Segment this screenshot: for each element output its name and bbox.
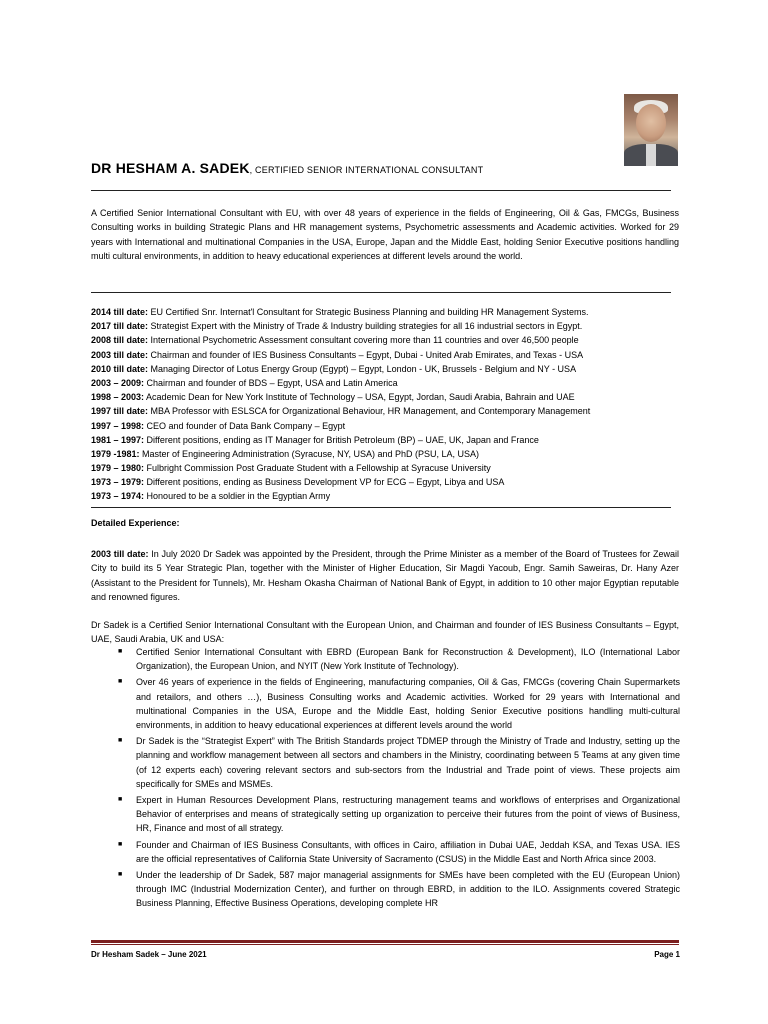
header-divider [91, 190, 671, 191]
timeline-date: 2017 till date: [91, 321, 149, 332]
timeline-text: Honoured to be a soldier in the Egyptian Army [144, 491, 331, 502]
footer-divider-thick [91, 940, 679, 943]
timeline-date: 2003 till date: [91, 349, 149, 360]
timeline-row [91, 305, 679, 319]
timeline-date: 2014 till date: [91, 307, 149, 317]
timeline-text: CEO and founder of Data Bank Company – Egypt [144, 420, 346, 431]
detail-paragraph-2: Dr Sadek is a Certified Senior International Consultant with the European Union, and Chairman and founder of IES Business Consultants – Egypt, UAE, Saudi Arabia, UK and USA: [91, 620, 679, 645]
timeline-text: EU Certified Snr. Internat'l Consultant for Strategic Business Planning and building HR Management Systems. [148, 307, 589, 317]
timeline-text: Academic Dean for New York Institute of Technology – USA, Egypt, Jordan, Saudi Arabia, Bahrain and UAE [144, 392, 575, 403]
square-bullet-icon: ■ [118, 648, 123, 655]
timeline-date: 2010 till date: [91, 363, 149, 374]
timeline-date: 1997 – 1998: [91, 420, 145, 431]
timeline-text: Different positions, ending as Business Development VP for ECG – Egypt, Libya and USA [144, 477, 505, 488]
detail-paragraph-1-date: 2003 till date: [91, 549, 149, 559]
timeline-date: 2008 till date: [91, 335, 149, 346]
photo-shirt [646, 144, 656, 166]
bullet-text: Founder and Chairman of IES Business Consultants, with offices in Cairo, affiliation in Dubai UAE, Jeddah KSA, and Texas USA. IES are the official representatives of California State University of Sacramento (CSUS) in the Middle East and North Africa since 2003. [136, 839, 680, 864]
person-title: , CERTIFIED SENIOR INTERNATIONAL CONSULTANT [249, 165, 484, 175]
timeline-text: MBA Professor with ESLSCA for Organizational Behaviour, HR Management, and Contemporary Management [148, 406, 591, 417]
timeline-text: International Psychometric Assessment consultant covering more than 11 countries and over 46,500 people [148, 335, 579, 346]
timeline-row [91, 475, 679, 489]
timeline-date: 1979 -1981: [91, 448, 140, 459]
timeline-text: Strategist Expert with the Ministry of Trade & Industry building strategies for all 16 industrial sectors in Egypt. [148, 321, 583, 332]
timeline-text: Fulbright Commission Post Graduate Student with a Fellowship at Syracuse University [144, 463, 491, 474]
timeline-date: 1973 – 1979: [91, 477, 145, 488]
timeline-row [91, 376, 679, 390]
timeline-date: 1998 – 2003: [91, 392, 145, 403]
timeline-row [91, 419, 679, 433]
name-heading [91, 160, 483, 178]
timeline-row [91, 447, 679, 461]
timeline-row [91, 348, 679, 362]
timeline-date: 1997 till date: [91, 406, 149, 417]
list-item [118, 645, 680, 673]
footer-page-number: Page 1 [654, 950, 680, 959]
career-timeline [91, 305, 679, 504]
detail-paragraph-1 [91, 547, 679, 604]
timeline-text: Managing Director of Lotus Energy Group (Egypt) – Egypt, London - UK, Brussels - Belgium and NY - USA [148, 363, 577, 374]
timeline-date: 1973 – 1974: [91, 491, 145, 502]
timeline-row [91, 362, 679, 376]
square-bullet-icon: ■ [118, 840, 123, 848]
list-item [118, 868, 680, 911]
bullet-text: Certified Senior International Consultant with EBRD (European Bank for Reconstruction & Development), ILO (International Labor Organization), the European Union, and NYIT (New York Institute of Technology). [136, 647, 680, 672]
timeline-row [91, 390, 679, 404]
list-item [118, 734, 680, 791]
timeline-date: 1981 – 1997: [91, 434, 145, 445]
timeline-row [91, 433, 679, 447]
timeline-divider [91, 507, 671, 508]
bullet-text: Dr Sadek is the “Strategist Expert” with The British Standards project TDMEP through the Ministry of Trade and Industry, setting up the planning and workflow management between all sectors and chambers in the Ministry, coordinating between 5 Teams at any given time (of 12 experts each) covering relevant sectors and sub-sectors from the Industrial and Trade point of views. These projects aim specifically for SMEs and MSMEs. [136, 736, 680, 789]
person-name: DR HESHAM A. SADEK [91, 160, 250, 176]
square-bullet-icon: ■ [118, 678, 123, 686]
square-bullet-icon: ■ [118, 737, 123, 745]
timeline-text: Master of Engineering Administration (Syracuse, NY, USA) and PhD (PSU, LA, USA) [139, 448, 480, 459]
timeline-date: 2003 – 2009: [91, 377, 145, 388]
timeline-row [91, 333, 679, 347]
experience-bullet-list [118, 645, 680, 913]
timeline-text: Chairman and founder of IES Business Consultants – Egypt, Dubai - United Arab Emirates, and Texas - USA [148, 349, 584, 360]
summary-divider [91, 292, 671, 293]
timeline-text: Different positions, ending as IT Manager for British Petroleum (BP) – UAE, UK, Japan and France [144, 434, 539, 445]
square-bullet-icon: ■ [118, 796, 123, 804]
detail-paragraph-1-text: In July 2020 Dr Sadek was appointed by the President, through the Prime Minister as a member of the Board of Trustees for Zewail City to build its 5 Year Strategic Plan, together with the Minister of Higher Education, Sir Magdi Yacoub, Engr. Samih Saweiras, Dr. Hany Azer (Assistant to the President for Tunnels), Mr. Hesham Okasha Chairman of National Bank of Egypt, in addition to 10 other major Egyptian reputable and renowned figures. [91, 549, 680, 602]
bullet-text: Under the leadership of Dr Sadek, 587 major managerial assignments for SMEs have been completed with the EU (European Union) through IMC (Industrial Modernization Center), and further on through EBRD, in addition to the ILO. Assignments covered Strategic Business Planning, Effective Business Operations, developing complete HR [136, 870, 680, 909]
summary-paragraph: A Certified Senior International Consultant with EU, with over 48 years of experience in the fields of Engineering, Oil & Gas, FMCGs, Business Consulting works in building Strategic Plans and HR management systems, Psychometric assessments and Academic activities. Worked for 29 years with International and multinational Companies in the USA, Europe, Japan and the Middle East, holding Senior Executive positions handling multi cultural environments, in addition to heavy educational experiences at different levels around the world. [91, 208, 679, 261]
profile-photo [624, 94, 678, 166]
timeline-text: Chairman and founder of BDS – Egypt, USA and Latin America [144, 377, 398, 388]
bullet-text: Expert in Human Resources Development Plans, restructuring management teams and workflows of enterprises and Organizational Behavior of enterprises and means of strategically setting up organization to perceive their futures from the point of views of Business, HR, Finance and most of all strategy. [136, 795, 680, 834]
timeline-row [91, 319, 679, 333]
timeline-row [91, 404, 679, 418]
timeline-date: 1979 – 1980: [91, 463, 145, 474]
bullet-text: Over 46 years of experience in the fields of Engineering, manufacturing companies, Oil & Gas, FMCGs (covering Chain Supermarkets and retailors, and others …), Business Consulting works and Academic activities. Worked for 29 years with International and multinational Companies in the USA, Europe and the Middle East, holding Senior Executive positions handling multi-cultural environments, in addition to heavy educational experiences at different levels around the world [136, 677, 680, 731]
detailed-experience-heading: Detailed Experience: [91, 518, 180, 528]
footer-author-date: Dr Hesham Sadek – June 2021 [91, 950, 207, 959]
square-bullet-icon: ■ [118, 871, 123, 879]
photo-face [636, 104, 666, 142]
list-item [118, 793, 680, 836]
footer-divider-thin [91, 944, 679, 945]
timeline-row [91, 489, 679, 503]
timeline-row [91, 461, 679, 475]
list-item [118, 838, 680, 866]
list-item [118, 675, 680, 732]
